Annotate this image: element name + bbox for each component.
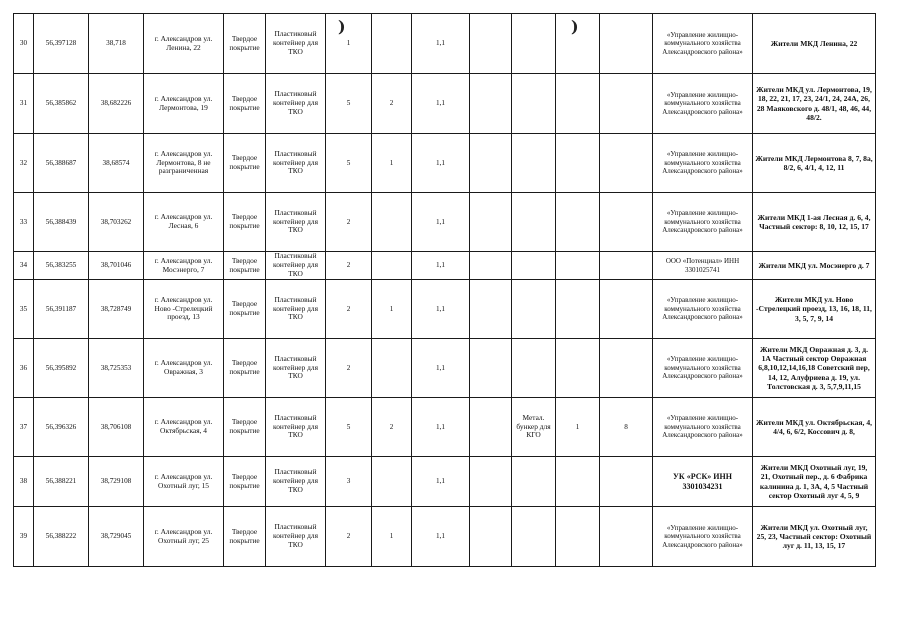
row-number: 33 (14, 193, 34, 252)
bunker-count-cell (556, 507, 600, 567)
address-cell: г. Александров ул. Лермонтова, 8 не разграниченная (144, 134, 224, 193)
bunker-type-cell (512, 252, 556, 280)
row-number: 32 (14, 134, 34, 193)
containers-table (13, 13, 876, 567)
bunker-volume-cell (600, 74, 653, 134)
table-row (14, 339, 876, 398)
bunker-volume-cell (600, 280, 653, 339)
container-volume-cell: 1,1 (412, 507, 470, 567)
served-residents-cell: Жители МКД ул. Октябрьская, 4, 4/4, 6, 6/2, Коссович д. 8, (753, 398, 876, 457)
served-residents-cell: Жители МКД 1-ая Лесная д. 6, 4, Частный сектор: 8, 10, 12, 15, 17 (753, 193, 876, 252)
container-type-cell: Пластиковый контейнер для ТКО (266, 252, 326, 280)
scan-bracket-mark: ) (338, 17, 346, 36)
owner-organization-cell: УК «РСК» ИНН 3301034231 (653, 457, 753, 507)
container-type-cell: Пластиковый контейнер для ТКО (266, 280, 326, 339)
bunker-volume-cell (600, 252, 653, 280)
table-row (14, 193, 876, 252)
container-volume-cell: 1,1 (412, 134, 470, 193)
latitude-cell: 56,395892 (34, 339, 89, 398)
longitude-cell: 38,68574 (89, 134, 144, 193)
container-count-cell: 5 (326, 134, 372, 193)
surface-cell: Твердое покрытие (224, 14, 266, 74)
row-number: 30 (14, 14, 34, 74)
surface-cell: Твердое покрытие (224, 252, 266, 280)
bunker-volume-cell (600, 134, 653, 193)
empty-cell (470, 280, 512, 339)
bunker-volume-cell (600, 507, 653, 567)
bunker-volume-cell (600, 14, 653, 74)
row-number: 31 (14, 74, 34, 134)
latitude-cell: 56,397128 (34, 14, 89, 74)
extra-count-cell (372, 14, 412, 74)
served-residents-cell: Жители МКД Лермонтова 8, 7, 8а, 8/2, 6, 4/1, 4, 12, 11 (753, 134, 876, 193)
table-row (14, 398, 876, 457)
extra-count-cell: 1 (372, 507, 412, 567)
bunker-volume-cell (600, 193, 653, 252)
extra-count-cell (372, 193, 412, 252)
container-volume-cell: 1,1 (412, 193, 470, 252)
served-residents-cell: Жители МКД Овражная д. 3, д. 1А Частный сектор Овражная 6,8,10,12,14,16,18 Советский пер, 14, 12, Алуфриева д. 19, ул. Толстовская д. 3, 5,7,9,11,15 (753, 339, 876, 398)
container-volume-cell: 1,1 (412, 280, 470, 339)
container-count-cell: 1 (326, 14, 372, 74)
longitude-cell: 38,701046 (89, 252, 144, 280)
table-row (14, 134, 876, 193)
container-count-cell: 2 (326, 339, 372, 398)
owner-organization-cell: «Управление жилищно-коммунального хозяйства Александровского района» (653, 507, 753, 567)
container-count-cell: 3 (326, 457, 372, 507)
empty-cell (470, 134, 512, 193)
empty-cell (470, 457, 512, 507)
container-count-cell: 5 (326, 74, 372, 134)
row-number: 35 (14, 280, 34, 339)
address-cell: г. Александров ул. Ново -Стрелецкий проезд, 13 (144, 280, 224, 339)
extra-count-cell (372, 457, 412, 507)
longitude-cell: 38,729108 (89, 457, 144, 507)
row-number: 36 (14, 339, 34, 398)
address-cell: г. Александров ул. Охотный луг, 25 (144, 507, 224, 567)
bunker-type-cell (512, 74, 556, 134)
longitude-cell: 38,706108 (89, 398, 144, 457)
empty-cell (470, 398, 512, 457)
bunker-volume-cell: 8 (600, 398, 653, 457)
bunker-type-cell (512, 507, 556, 567)
owner-organization-cell: «Управление жилищно-коммунального хозяйства Александровского района» (653, 280, 753, 339)
empty-cell (470, 74, 512, 134)
latitude-cell: 56,396326 (34, 398, 89, 457)
bunker-type-cell (512, 339, 556, 398)
extra-count-cell: 2 (372, 398, 412, 457)
served-residents-cell: Жители МКД Ленина, 22 (753, 14, 876, 74)
surface-cell: Твердое покрытие (224, 280, 266, 339)
surface-cell: Твердое покрытие (224, 193, 266, 252)
container-count-cell: 2 (326, 193, 372, 252)
container-count-cell: 5 (326, 398, 372, 457)
served-residents-cell: Жители МКД ул. Охотный луг, 25, 23, Частный сектор: Охотный луг д. 11, 13, 15, 17 (753, 507, 876, 567)
empty-cell (470, 14, 512, 74)
container-volume-cell: 1,1 (412, 252, 470, 280)
scan-bracket-mark: ) (571, 17, 579, 36)
container-volume-cell: 1,1 (412, 14, 470, 74)
container-volume-cell: 1,1 (412, 457, 470, 507)
surface-cell: Твердое покрытие (224, 74, 266, 134)
latitude-cell: 56,388221 (34, 457, 89, 507)
extra-count-cell (372, 252, 412, 280)
container-count-cell: 2 (326, 507, 372, 567)
owner-organization-cell: «Управление жилищно-коммунального хозяйства Александровского района» (653, 339, 753, 398)
address-cell: г. Александров ул. Охотный луг, 15 (144, 457, 224, 507)
owner-organization-cell: «Управление жилищно-коммунального хозяйства Александровского района» (653, 134, 753, 193)
latitude-cell: 56,383255 (34, 252, 89, 280)
bunker-volume-cell (600, 339, 653, 398)
longitude-cell: 38,682226 (89, 74, 144, 134)
address-cell: г. Александров ул. Овражная, 3 (144, 339, 224, 398)
owner-organization-cell: «Управление жилищно-коммунального хозяйства Александровского района» (653, 193, 753, 252)
table-body (14, 14, 876, 567)
extra-count-cell (372, 339, 412, 398)
container-count-cell: 2 (326, 280, 372, 339)
extra-count-cell: 1 (372, 280, 412, 339)
owner-organization-cell: «Управление жилищно-коммунального хозяйства Александровского района» (653, 14, 753, 74)
bunker-volume-cell (600, 457, 653, 507)
table-row (14, 252, 876, 280)
served-residents-cell: Жители МКД Охотный луг, 19, 21, Охотный пер., д. 6 Фабрика калинина д. 1, 3А, 4, 5 Частный сектор Охотный луг 4, 5, 9 (753, 457, 876, 507)
extra-count-cell: 1 (372, 134, 412, 193)
surface-cell: Твердое покрытие (224, 457, 266, 507)
empty-cell (470, 507, 512, 567)
container-type-cell: Пластиковый контейнер для ТКО (266, 457, 326, 507)
address-cell: г. Александров ул. Мосэнерго, 7 (144, 252, 224, 280)
container-count-cell: 2 (326, 252, 372, 280)
row-number: 38 (14, 457, 34, 507)
served-residents-cell: Жители МКД ул. Лермонтова, 19, 18, 22, 21, 17, 23, 24/1, 24, 24А, 26, 28 Маяковского д. 48/1, 48, 46, 44, 48/2. (753, 74, 876, 134)
container-type-cell: Пластиковый контейнер для ТКО (266, 507, 326, 567)
latitude-cell: 56,391187 (34, 280, 89, 339)
bunker-count-cell (556, 280, 600, 339)
container-type-cell: Пластиковый контейнер для ТКО (266, 74, 326, 134)
surface-cell: Твердое покрытие (224, 339, 266, 398)
bunker-type-cell (512, 134, 556, 193)
bunker-type-cell (512, 14, 556, 74)
latitude-cell: 56,385862 (34, 74, 89, 134)
owner-organization-cell: «Управление жилищно-коммунального хозяйства Александровского района» (653, 74, 753, 134)
container-type-cell: Пластиковый контейнер для ТКО (266, 398, 326, 457)
surface-cell: Твердое покрытие (224, 134, 266, 193)
longitude-cell: 38,718 (89, 14, 144, 74)
longitude-cell: 38,725353 (89, 339, 144, 398)
container-type-cell: Пластиковый контейнер для ТКО (266, 339, 326, 398)
served-residents-cell: Жители МКД ул. Ново -Стрелецкий проезд, 13, 16, 18, 11, 3, 5, 7, 9, 14 (753, 280, 876, 339)
table-row (14, 280, 876, 339)
address-cell: г. Александров ул. Лесная, 6 (144, 193, 224, 252)
empty-cell (470, 339, 512, 398)
extra-count-cell: 2 (372, 74, 412, 134)
longitude-cell: 38,729045 (89, 507, 144, 567)
latitude-cell: 56,388439 (34, 193, 89, 252)
bunker-type-cell (512, 193, 556, 252)
bunker-type-cell (512, 280, 556, 339)
bunker-count-cell: 1 (556, 398, 600, 457)
latitude-cell: 56,388222 (34, 507, 89, 567)
bunker-type-cell (512, 457, 556, 507)
address-cell: г. Александров ул. Октябрьская, 4 (144, 398, 224, 457)
address-cell: г. Александров ул. Ленина, 22 (144, 14, 224, 74)
empty-cell (470, 193, 512, 252)
owner-organization-cell: «Управление жилищно-коммунального хозяйства Александровского района» (653, 398, 753, 457)
row-number: 37 (14, 398, 34, 457)
bunker-count-cell (556, 74, 600, 134)
bunker-count-cell (556, 457, 600, 507)
container-type-cell: Пластиковый контейнер для ТКО (266, 134, 326, 193)
surface-cell: Твердое покрытие (224, 398, 266, 457)
latitude-cell: 56,388687 (34, 134, 89, 193)
surface-cell: Твердое покрытие (224, 507, 266, 567)
table-row (14, 14, 876, 74)
bunker-count-cell (556, 134, 600, 193)
empty-cell (470, 252, 512, 280)
table-row (14, 507, 876, 567)
table-row (14, 74, 876, 134)
bunker-count-cell (556, 252, 600, 280)
container-type-cell: Пластиковый контейнер для ТКО (266, 193, 326, 252)
bunker-type-cell: Метал. бункер для КГО (512, 398, 556, 457)
served-residents-cell: Жители МКД ул. Мосэнерго д. 7 (753, 252, 876, 280)
owner-organization-cell: ООО «Потенциал» ИНН 3301025741 (653, 252, 753, 280)
container-volume-cell: 1,1 (412, 398, 470, 457)
row-number: 34 (14, 252, 34, 280)
container-type-cell: Пластиковый контейнер для ТКО (266, 14, 326, 74)
container-volume-cell: 1,1 (412, 74, 470, 134)
longitude-cell: 38,728749 (89, 280, 144, 339)
bunker-count-cell (556, 339, 600, 398)
address-cell: г. Александров ул. Лермонтова, 19 (144, 74, 224, 134)
container-volume-cell: 1,1 (412, 339, 470, 398)
bunker-count-cell (556, 193, 600, 252)
table-row (14, 457, 876, 507)
longitude-cell: 38,703262 (89, 193, 144, 252)
row-number: 39 (14, 507, 34, 567)
